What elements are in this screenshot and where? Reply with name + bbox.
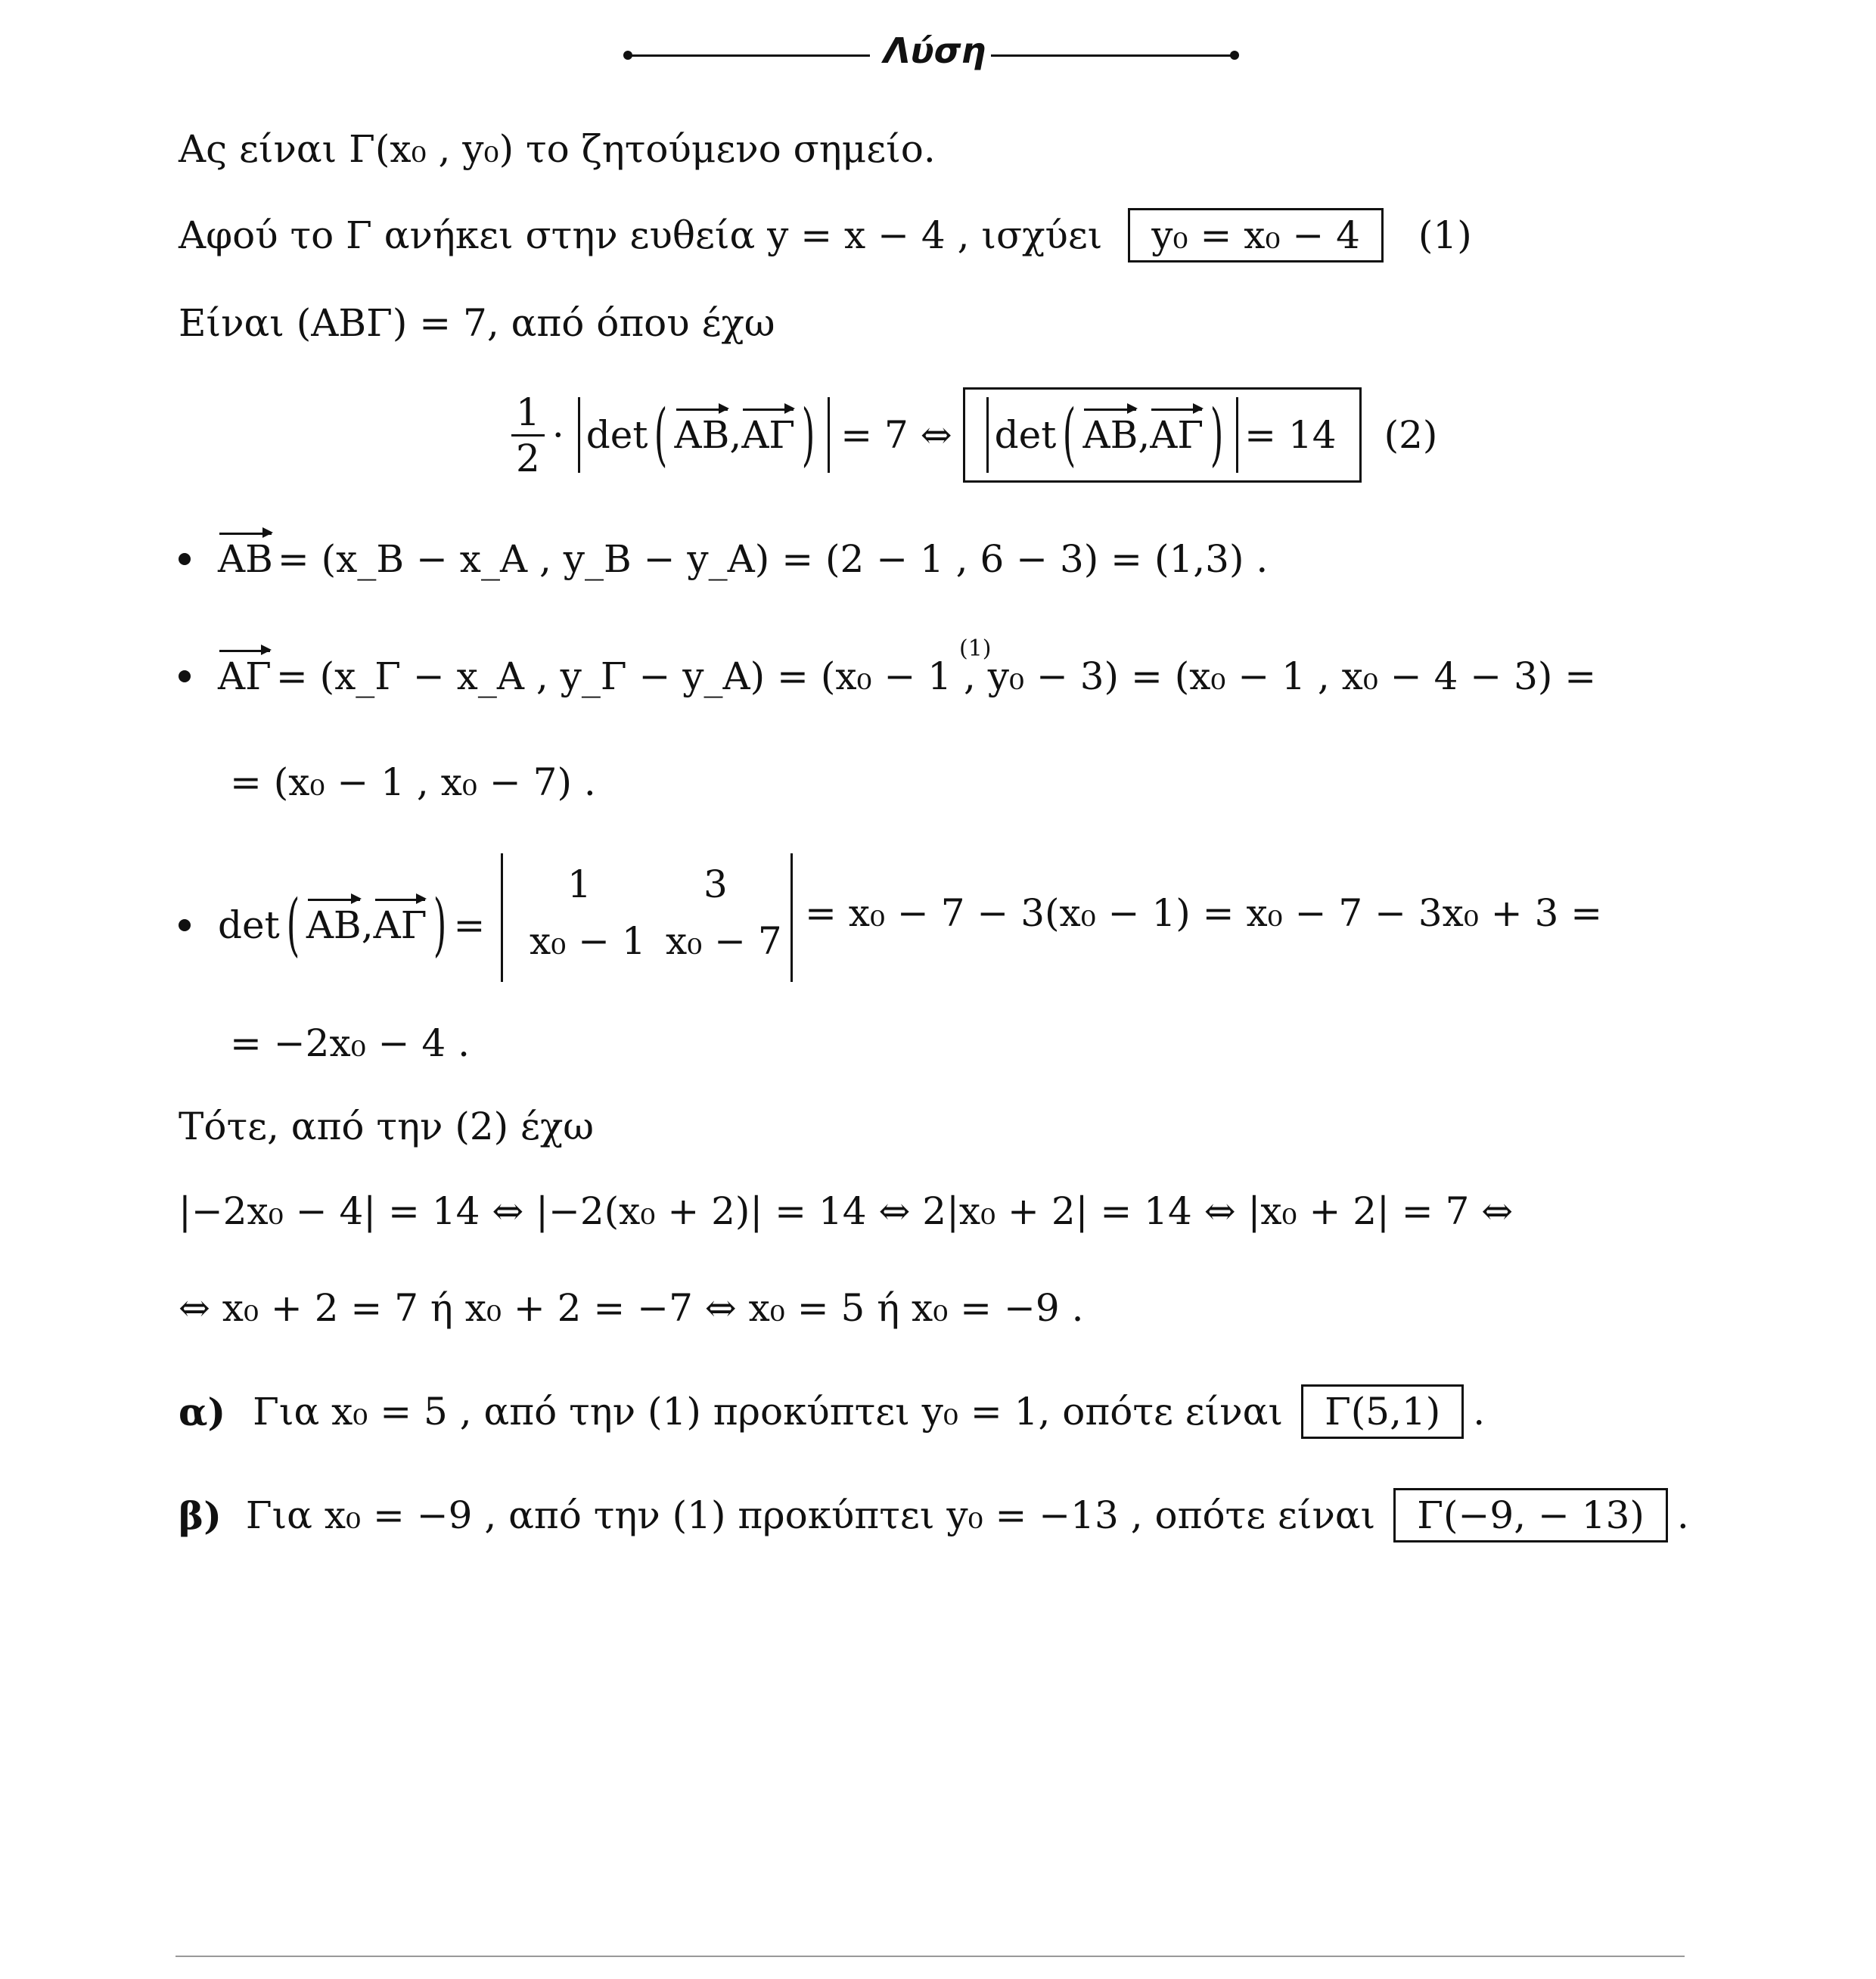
result-box [963, 387, 1362, 483]
line-condition [179, 208, 1472, 263]
case-beta [179, 1488, 1689, 1543]
intro-text: Ας είναι Γ(x₀ , y₀) το ζητούμενο σημείο. [179, 127, 936, 171]
alpha-answer-box: Γ(5,1) [1301, 1384, 1464, 1439]
footer-rule [175, 1956, 1685, 1957]
paren-close-2: ) [1210, 395, 1224, 474]
matrix-bar-left [501, 853, 503, 982]
header-rule-right [991, 54, 1233, 57]
vector-ag-2: ΑΓ [1150, 413, 1204, 457]
det-line-label [179, 885, 486, 965]
matrix-m22: x₀ − 7 [666, 919, 782, 963]
paren-open: ( [654, 395, 668, 474]
intro-line [179, 127, 936, 171]
area-equation [511, 382, 1437, 488]
det-word: det [218, 903, 280, 947]
beta-label: β) [179, 1493, 222, 1538]
ag-continuation: = (x₀ − 1 , x₀ − 7) . [230, 760, 596, 804]
det-paren-close: ) [433, 885, 447, 965]
bullet-3 [179, 919, 191, 931]
equation-tag-1: (1) [1418, 213, 1472, 257]
bullet-2 [179, 670, 191, 682]
abs-bar-close [828, 397, 830, 473]
abs-bar-open-2 [986, 397, 989, 473]
ab-vector-symbol: ΑΒ [218, 537, 273, 581]
vector-ab: ΑΒ [674, 413, 730, 457]
det-label: det [585, 413, 648, 457]
area-text: Είναι (ΑΒΓ) = 7, από όπου έχω [179, 301, 775, 345]
abs-equation: |−2x₀ − 4| = 14 ⇔ |−2(x₀ + 2)| = 14 ⇔ 2|x₀ + 2| = 14 ⇔ |x₀ + 2| = 7 ⇔ [179, 1189, 1514, 1233]
equals-fourteen: = 14 [1244, 413, 1337, 457]
beta-period: . [1676, 1493, 1689, 1537]
ab-line [179, 537, 1268, 581]
then-line: Τότε, από την (2) έχω [179, 1104, 595, 1148]
ag-vector-symbol: ΑΓ [218, 654, 272, 698]
det-vector-ag: ΑΓ [373, 903, 427, 947]
solutions-line: ⇔ x₀ + 2 = 7 ή x₀ + 2 = −7 ⇔ x₀ = 5 ή x₀ = −9 . [179, 1286, 1084, 1330]
alpha-text: Για x₀ = 5 , από την (1) προκύπτει y₀ = 1, οπότε είναι [253, 1390, 1284, 1434]
fraction-numerator: 1 [511, 390, 545, 436]
matrix-m12: 3 [704, 862, 728, 906]
paren-close: ) [801, 395, 815, 474]
comma: , [729, 413, 742, 457]
condition-text: Αφού το Γ ανήκει στην ευθεία y = x − 4 , ισχύει [179, 213, 1103, 257]
fraction-denominator: 2 [516, 436, 540, 480]
ag-computation: = (x_Γ − x_A , y_Γ − y_A) = (x₀ − 1 , y₀ − 3) = (x₀ − 1 , x₀ − 4 − 3) = [275, 654, 1597, 698]
matrix-bar-right [790, 853, 793, 982]
comma-2: , [1138, 413, 1151, 457]
condition-box: y₀ = x₀ − 4 [1128, 208, 1384, 263]
det-continuation: = −2x₀ − 4 . [230, 1021, 471, 1065]
beta-answer-box: Γ(−9, − 13) [1393, 1488, 1668, 1543]
case-alpha [179, 1384, 1485, 1439]
det-equals: = [453, 903, 486, 947]
ab-computation: = (x_B − x_A , y_B − y_A) = (2 − 1 , 6 − 3) = (1,3) . [277, 537, 1269, 581]
equals-seven: = 7 ⇔ [840, 413, 952, 457]
alpha-period: . [1473, 1390, 1486, 1434]
half-fraction [511, 390, 545, 480]
vector-ab-2: ΑΒ [1082, 413, 1138, 457]
header-dot-right [1230, 51, 1239, 60]
abs-bar-open [578, 397, 580, 473]
header-rule-left [628, 54, 870, 57]
paren-open-2: ( [1063, 395, 1076, 474]
area-line [179, 301, 775, 345]
vector-ag: ΑΓ [741, 413, 796, 457]
det-comma: , [361, 903, 374, 947]
det-vector-ab: ΑΒ [306, 903, 362, 947]
det-paren-open: ( [286, 885, 300, 965]
bullet-1 [179, 553, 191, 565]
abs-bar-close-2 [1236, 397, 1238, 473]
dot-operator: · [551, 413, 564, 457]
det-expansion: = x₀ − 7 − 3(x₀ − 1) = x₀ − 7 − 3x₀ + 3 = [805, 891, 1603, 935]
alpha-label: α) [179, 1389, 226, 1434]
beta-text: Για x₀ = −9 , από την (1) προκύπτει y₀ = −13 , οπότε είναι [245, 1493, 1376, 1537]
substitution-ref: (1) [959, 635, 992, 662]
equation-tag-2: (2) [1384, 413, 1438, 457]
solution-title: Λύση [884, 30, 986, 71]
det-label-2: det [994, 413, 1057, 457]
ag-line [179, 654, 1596, 698]
matrix-m11: 1 [567, 862, 592, 906]
matrix-m21: x₀ − 1 [530, 919, 646, 963]
